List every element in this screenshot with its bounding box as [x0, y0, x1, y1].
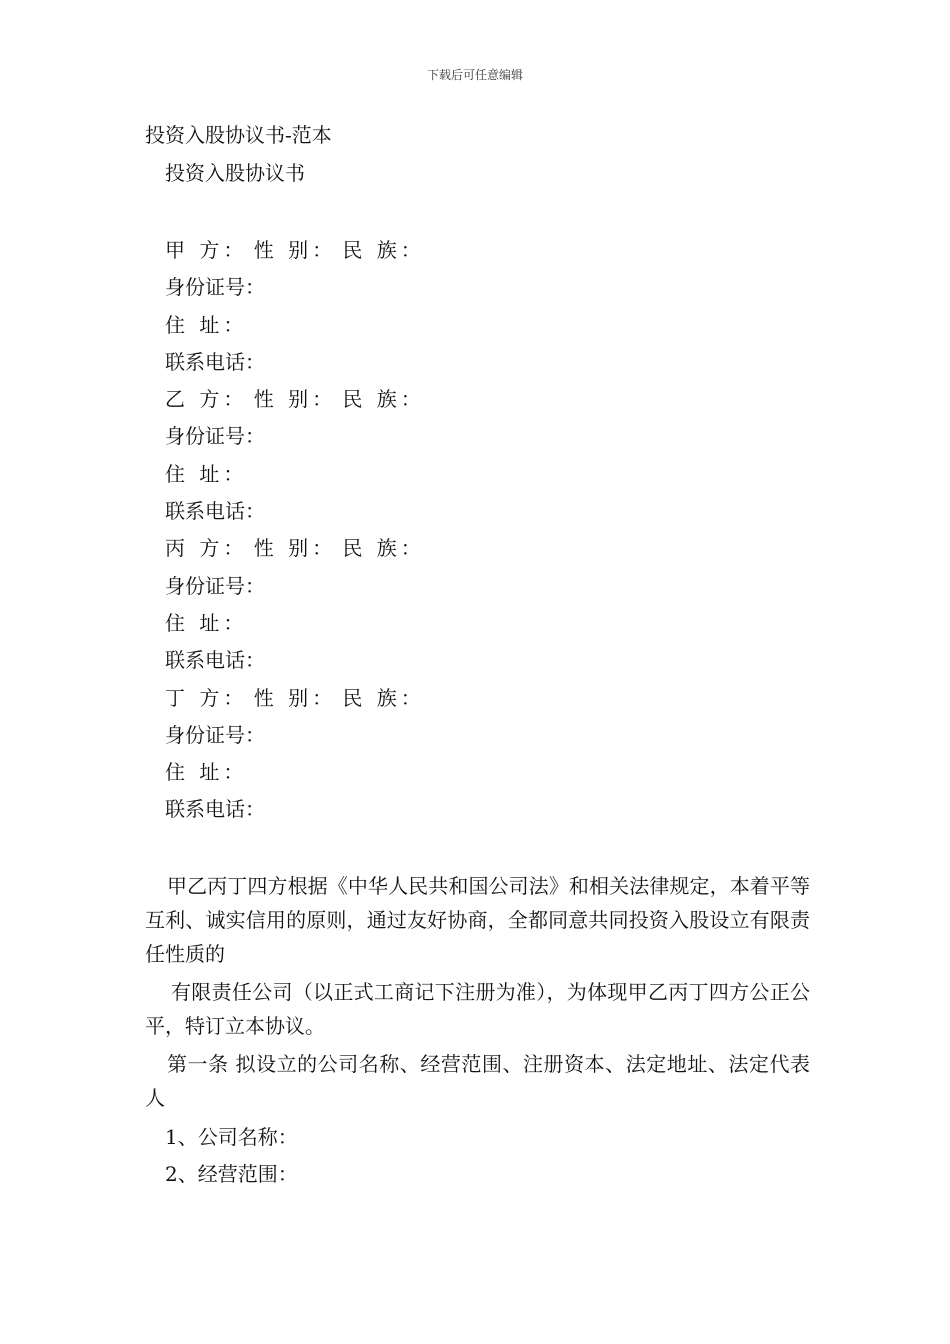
- party-a-line: [145, 232, 810, 269]
- party-a-id-label: 身份证号：: [165, 275, 265, 300]
- party-d-ethnicity-label: 民 族：: [342, 685, 425, 710]
- party-d-phone-label: 联系电话：: [165, 797, 265, 822]
- header-note: 下载后可任意编辑: [426, 68, 523, 82]
- list-item-company-name: 1、公司名称：: [165, 1124, 298, 1149]
- document-body: [145, 118, 810, 1193]
- party-c-line: [145, 530, 810, 567]
- party-a-ethnicity-label: 民 族：: [342, 238, 425, 262]
- party-c-address-label: 住 址：: [165, 610, 248, 635]
- party-b-id-label: 身份证号：: [165, 424, 265, 449]
- party-b-address-label: 住 址：: [165, 461, 248, 486]
- party-b-line: [145, 381, 810, 418]
- party-a-address-label: 住 址：: [165, 312, 248, 337]
- paragraph-intro: 甲乙丙丁四方根据《中华人民共和国公司法》和相关法律规定，本着平等互利、诚实信用的原则，通过友好协商，全都同意共同投资入股设立有限责任性质的: [145, 873, 810, 966]
- party-b-phone-label: 联系电话：: [165, 499, 265, 524]
- agreement-body: [145, 869, 810, 1193]
- party-c-gender-label: 性 别：: [253, 536, 337, 561]
- list-item-business-scope: 2、经营范围：: [165, 1161, 298, 1186]
- party-a-label: 甲 方：: [165, 238, 248, 262]
- document-subtitle: 投资入股协议书: [165, 161, 305, 185]
- party-c-label: 丙 方：: [165, 536, 248, 561]
- party-b-label: 乙 方：: [165, 387, 248, 412]
- paragraph-company-purpose: 有限责任公司（以正式工商记下注册为准），为体现甲乙丙丁四方公正公平，特订立本协议。: [145, 979, 810, 1038]
- party-d-address-label: 住 址：: [165, 760, 248, 785]
- paragraph-article-one: 第一条 拟设立的公司名称、经营范围、注册资本、法定地址、法定代表人: [145, 1051, 810, 1110]
- party-a-phone-label: 联系电话：: [165, 349, 265, 374]
- document-title: 投资入股协议书-范本: [145, 123, 332, 147]
- party-d-label: 丁 方：: [165, 685, 248, 710]
- party-b-gender-label: 性 别：: [253, 387, 337, 412]
- party-d-id-label: 身份证号：: [165, 722, 265, 747]
- party-c-phone-label: 联系电话：: [165, 648, 265, 673]
- party-a-gender-label: 性 别：: [253, 238, 337, 262]
- party-info-section: [145, 232, 810, 829]
- party-d-gender-label: 性 别：: [253, 685, 337, 710]
- party-c-id-label: 身份证号：: [165, 573, 265, 598]
- party-d-line: [145, 680, 810, 717]
- party-c-ethnicity-label: 民 族：: [342, 536, 425, 561]
- party-b-ethnicity-label: 民 族：: [342, 387, 425, 412]
